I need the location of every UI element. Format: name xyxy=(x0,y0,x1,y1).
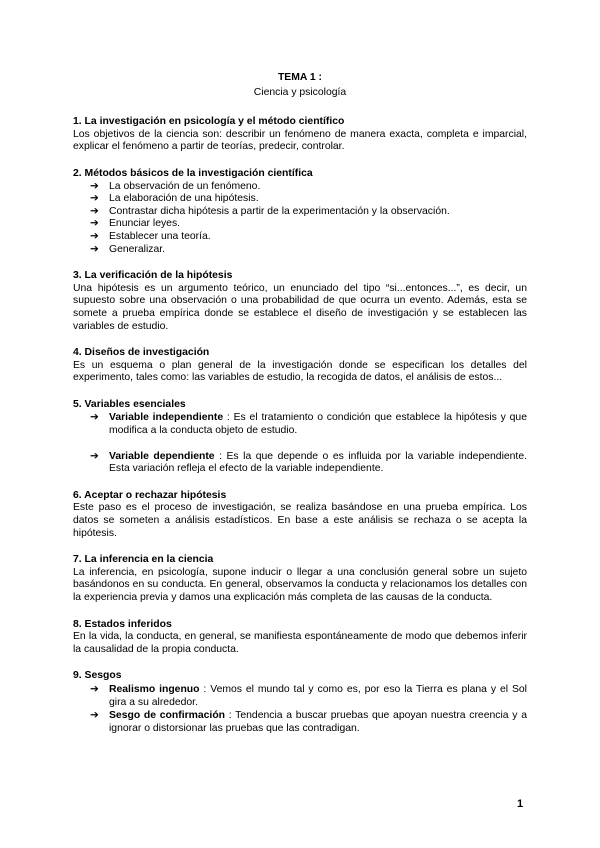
term-label: Realismo ingenuo xyxy=(109,683,200,695)
section-4 xyxy=(73,347,527,385)
list-item xyxy=(90,218,527,231)
arrow-right-icon: ➔ xyxy=(90,205,99,217)
list-item xyxy=(90,451,527,476)
page-number: 1 xyxy=(517,798,524,810)
arrow-right-icon: ➔ xyxy=(90,243,99,255)
section-1 xyxy=(73,116,527,154)
section-body: Este paso es el proceso de investigación, se realiza basándose en una prueba empírica. Los datos se someten a análisis estadísticos. En base a este análisis se rechaza o se acepta la hipótesis. xyxy=(73,502,527,539)
list-item xyxy=(90,684,527,709)
list-item-text: Enunciar leyes. xyxy=(109,218,181,230)
section-body: Es un esquema o plan general de la investigación donde se especifican los detalles del experimento, tales como: las variables de estudio, la recogida de datos, el análisis de estos... xyxy=(73,359,527,384)
list-item xyxy=(90,181,527,194)
list-item xyxy=(90,244,527,257)
list-item-text: La elaboración de una hipótesis. xyxy=(109,193,259,205)
term-definition: : Es la que depende o es influida por la variable independiente. Esta variación refleja el efecto de la variable independiente. xyxy=(109,450,527,475)
list-item-text: Generalizar. xyxy=(109,243,166,255)
list-item xyxy=(90,412,527,437)
section-8 xyxy=(73,619,527,657)
section-heading: 5. Variables esenciales xyxy=(73,398,186,410)
section-heading: 9. Sesgos xyxy=(73,670,122,682)
methods-list xyxy=(73,181,527,257)
document-subtitle: Ciencia y psicología xyxy=(253,86,347,98)
variables-list xyxy=(73,412,527,475)
section-body: Los objetivos de la ciencia son: describir un fenómeno de manera exacta, completa e imparcial, explicar el fenómeno a partir de teorías, predecir, controlar. xyxy=(73,128,527,153)
section-heading: 3. La verificación de la hipótesis xyxy=(73,270,233,282)
list-item xyxy=(90,193,527,206)
section-body: En la vida, la conducta, en general, se manifiesta espontáneamente de modo que debemos inferir la causalidad de la propia conducta. xyxy=(73,631,527,655)
list-item xyxy=(90,206,527,219)
section-heading: 4. Diseños de investigación xyxy=(73,347,210,359)
section-heading: 7. La inferencia en la ciencia xyxy=(73,554,214,566)
section-9 xyxy=(73,670,527,735)
section-heading: 8. Estados inferidos xyxy=(73,618,172,630)
arrow-right-icon: ➔ xyxy=(90,230,99,242)
document-page xyxy=(73,72,527,735)
arrow-right-icon: ➔ xyxy=(90,450,99,462)
term-definition: : Vemos el mundo tal y como es, por eso la Tierra es plana y el Sol gira a su alrededor. xyxy=(109,683,527,708)
arrow-right-icon: ➔ xyxy=(90,710,99,722)
arrow-right-icon: ➔ xyxy=(90,193,99,205)
arrow-right-icon: ➔ xyxy=(90,412,99,424)
term-definition: : Es el tratamiento o condición que establece la hipótesis y que modifica a la conducta objeto de estudio. xyxy=(109,412,527,437)
section-5 xyxy=(73,399,527,476)
arrow-right-icon: ➔ xyxy=(90,180,99,192)
list-item xyxy=(90,231,527,244)
list-item-text: Establecer una teoría. xyxy=(109,230,211,242)
list-item xyxy=(90,710,527,735)
term-definition: : Tendencia a buscar pruebas que apoyan nuestra creencia y a ignorar o distorsionar las pruebas que las contradigan. xyxy=(109,710,527,734)
section-heading: 2. Métodos básicos de la investigación científica xyxy=(73,167,313,179)
section-3 xyxy=(73,270,527,333)
section-6 xyxy=(73,490,527,540)
biases-list xyxy=(73,684,527,735)
list-item-text: La observación de un fenómeno. xyxy=(109,180,261,192)
term-label: Variable independiente xyxy=(109,412,224,424)
section-heading: 6. Aceptar o rechazar hipótesis xyxy=(73,489,227,501)
term-label: Sesgo de confirmación xyxy=(109,710,226,722)
arrow-right-icon: ➔ xyxy=(90,218,99,230)
section-body: Una hipótesis es un argumento teórico, un enunciado del tipo “si...entonces...”, es decir, un supuesto sobre una observación o una probabilidad de que ocurra un evento. Además, esta se somete a prueba empírica donde se establece el diseño de investigación y se establecen las variables de estudio. xyxy=(73,282,527,332)
section-7 xyxy=(73,554,527,604)
list-item-text: Contrastar dicha hipótesis a partir de la experimentación y la observación. xyxy=(109,205,450,217)
section-heading: 1. La investigación en psicología y el método científico xyxy=(73,116,345,128)
document-title: TEMA 1 : xyxy=(277,72,323,83)
term-label: Variable dependiente xyxy=(109,450,215,462)
section-body: La inferencia, en psicología, supone inducir o llegar a una conclusión general sobre un sujeto basándonos en su conducta. En general, observamos la conducta y relacionamos los detalles con la experiencia previa y damos una explicación más completa de las causas de la conducta. xyxy=(73,566,527,603)
arrow-right-icon: ➔ xyxy=(90,683,99,695)
section-2 xyxy=(73,168,527,256)
